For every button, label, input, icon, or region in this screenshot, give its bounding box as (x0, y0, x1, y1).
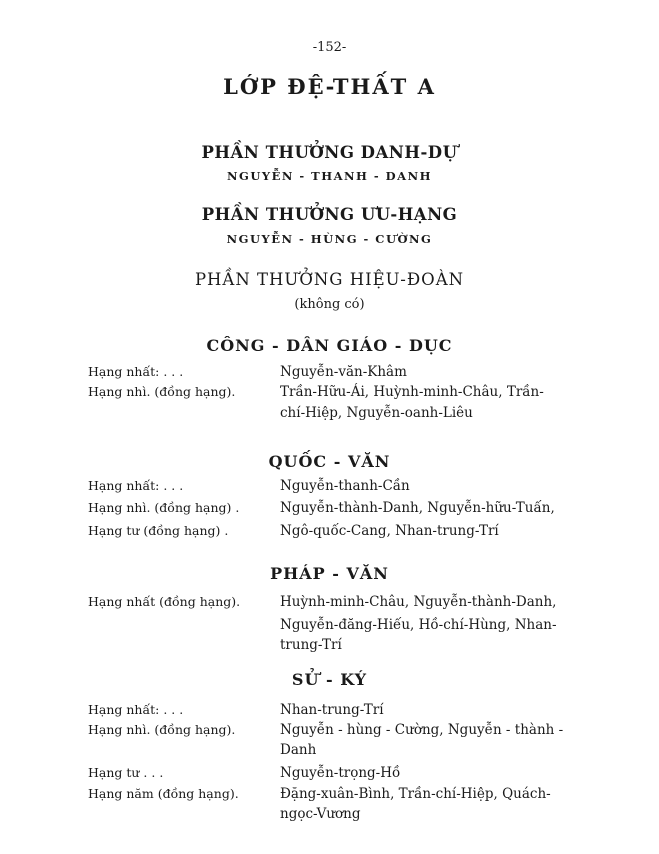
award-title-association: PHẦN THƯỞNG HIỆU-ĐOÀN (194, 270, 465, 289)
rank-label: Hạng năm (đồng hạng). (88, 786, 239, 801)
award-recipient-honor: NGUYỄN - THANH - DANH (227, 169, 432, 183)
recipient-names: Nguyễn-thanh-Cần (280, 478, 410, 494)
rank-label: Hạng tư (đồng hạng) . (88, 523, 229, 538)
award-title-honor: PHẦN THƯỞNG DANH-DỰ (201, 143, 458, 162)
list-item (0, 384, 659, 406)
rank-label: Hạng nhì. (đồng hạng) . (88, 500, 240, 515)
list-item-continuation (0, 742, 659, 764)
rank-label: Hạng nhất: . . . (88, 478, 184, 493)
list-item-continuation (0, 405, 659, 427)
award-recipient-association: (không có) (294, 297, 365, 312)
recipient-names: Nguyễn-thành-Danh, Nguyễn-hữu-Tuấn, (280, 500, 555, 516)
award-title-excellence: PHẦN THƯỞNG ƯU-HẠNG (201, 205, 458, 224)
recipient-names: Nhan-trung-Trí (280, 702, 384, 718)
section-title-civic-education: CÔNG - DÂN GIÁO - DỤC (206, 336, 453, 355)
recipient-names: Huỳnh-minh-Châu, Nguyễn-thành-Danh, (280, 594, 557, 610)
recipient-names-continued: chí-Hiệp, Nguyễn-oanh-Liêu (280, 405, 473, 421)
rank-label: Hạng tư . . . (88, 765, 164, 780)
recipient-names-continued: ngọc-Vương (280, 806, 361, 822)
recipient-names-continued: Nguyễn-đăng-Hiếu, Hồ-chí-Hùng, Nhan-trung-Trí (280, 617, 557, 653)
recipient-names: Đặng-xuân-Bình, Trần-chí-Hiệp, Quách- (280, 786, 551, 802)
section-title-vietnamese-literature: QUỐC - VĂN (268, 452, 391, 471)
recipient-names: Nguyễn-trọng-Hồ (280, 765, 401, 781)
list-item (0, 722, 659, 744)
list-item (0, 523, 659, 545)
list-item (0, 478, 659, 500)
award-recipient-excellence: NGUYỄN - HÙNG - CƯỜNG (226, 232, 433, 246)
recipient-names: Nguyễn-văn-Khâm (280, 364, 407, 380)
list-item (0, 702, 659, 724)
recipient-names-continued: Danh (280, 742, 317, 758)
section-title-history: SỬ - KÝ (291, 670, 368, 689)
recipient-names: Nguyễn - hùng - Cường, Nguyễn - thành - (280, 722, 564, 738)
rank-label: Hạng nhất (đồng hạng). (88, 594, 241, 609)
rank-label: Hạng nhất: . . . (88, 364, 184, 379)
rank-label: Hạng nhì. (đồng hạng). (88, 722, 236, 737)
list-item (0, 786, 659, 808)
page-number: -152- (312, 40, 347, 55)
recipient-names: Trần-Hữu-Ái, Huỳnh-minh-Châu, Trần- (280, 384, 544, 400)
list-item (0, 500, 659, 522)
rank-label: Hạng nhất: . . . (88, 702, 184, 717)
section-title-french-literature: PHÁP - VĂN (270, 564, 389, 583)
rank-label: Hạng nhì. (đồng hạng). (88, 384, 236, 399)
list-item-continuation (0, 806, 659, 828)
recipient-names: Ngô-quốc-Cang, Nhan-trung-Trí (280, 523, 499, 539)
page-title: LỚP ĐỆ-THẤT A (223, 74, 436, 99)
list-item-continuation (0, 615, 659, 655)
list-item (0, 594, 659, 616)
list-item (0, 765, 659, 787)
list-item (0, 364, 659, 386)
